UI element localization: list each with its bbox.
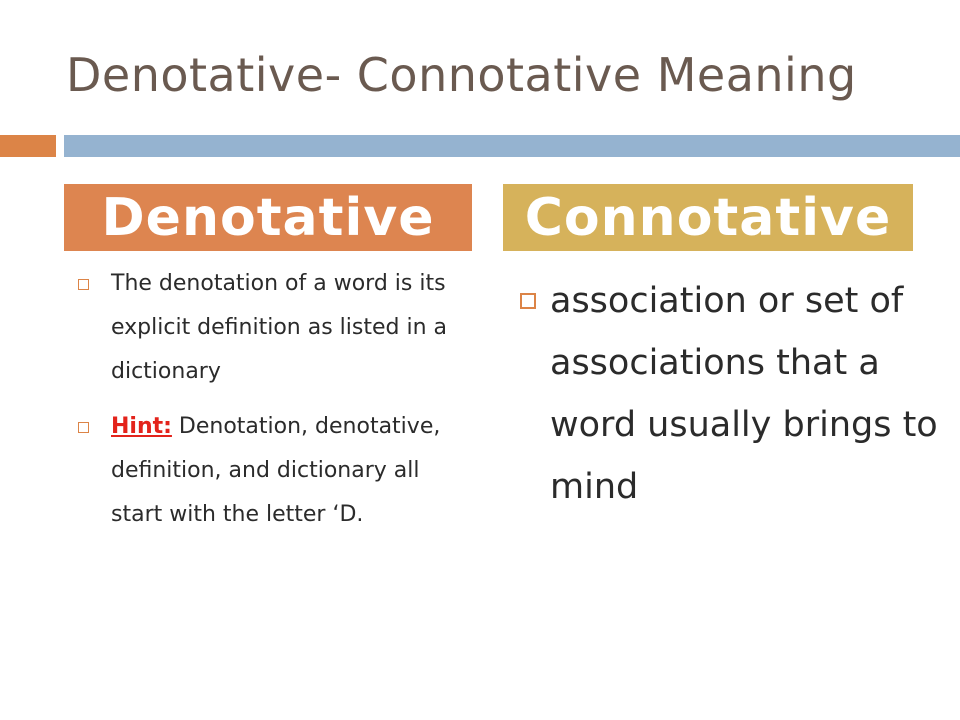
bullet-text: Denotation, denotative, definition, and dictionary all start with the letter ‘D. [111,414,441,527]
denotative-column [78,262,473,548]
bullet-text: The denotation of a word is its explicit definition as listed in a dictionary [111,271,448,384]
connotative-header: Connotative [503,184,913,251]
accent-band-orange [0,135,56,157]
slide-title: Denotative- Connotative Meaning [66,48,857,102]
accent-band-blue [64,135,960,157]
bullet-item-hint [78,405,473,537]
denotative-header: Denotative [64,184,472,251]
bullet-item [520,270,940,518]
bullet-text: association or set of associations that a word usually brings to mind [550,281,938,507]
square-bullet-icon [520,293,536,309]
connotative-column [520,270,940,518]
hint-label: Hint: [111,414,172,439]
square-bullet-icon [78,422,89,433]
square-bullet-icon [78,279,89,290]
bullet-item [78,262,473,394]
